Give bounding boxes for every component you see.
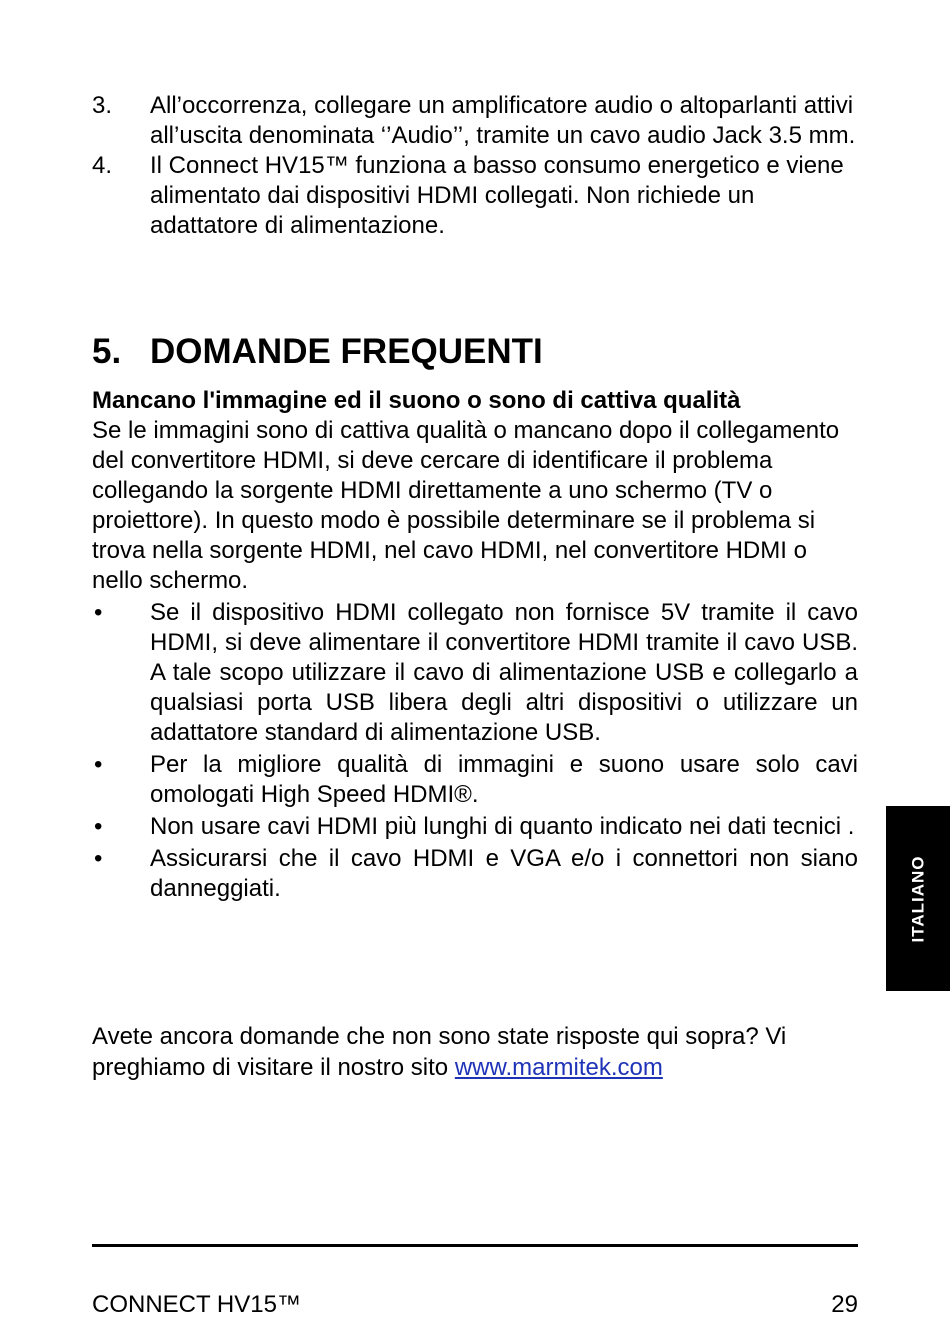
bullet-text: Per la migliore qualità di immagini e suono usare solo cavi omologati High Speed HDMI®. xyxy=(150,751,858,808)
numbered-steps xyxy=(92,91,858,241)
list-item xyxy=(92,598,858,748)
section-title: DOMANDE FREQUENTI xyxy=(150,332,543,371)
step-text: Il Connect HV15™ funziona a basso consumo energetico e viene alimentato dai dispositivi HDMI collegati. Non richiede un adattatore di alimentazione. xyxy=(150,152,844,239)
faq-answer: Se le immagini sono di cattiva qualità o mancano dopo il collegamento del convertitore HDMI, si deve cercare di identificare il problema collegando la sorgente HDMI direttamente a uno schermo (TV o proiettore). In questo modo è possibile determinare se il problema si trova nella sorgente HDMI, nel cavo HDMI, nel convertitore HDMI o nello schermo. xyxy=(92,417,840,594)
closing-paragraph xyxy=(92,1021,858,1083)
section-heading xyxy=(92,330,543,374)
step-number: 3. xyxy=(92,92,113,119)
step-number: 4. xyxy=(92,152,113,179)
footer-divider xyxy=(92,1244,858,1247)
step-3 xyxy=(92,91,858,151)
closing-text: Avete ancora domande che non sono state risposte qui sopra? Vi preghiamo di visitare il nostro sito xyxy=(92,1023,787,1081)
troubleshooting-list xyxy=(92,598,858,904)
step-text: All’occorrenza, collegare un amplificatore audio o altoparlanti attivi all’uscita denominata ‘’Audio’’, tramite un cavo audio Jack 3.5 mm. xyxy=(150,92,856,149)
list-item xyxy=(92,844,858,904)
list-item xyxy=(92,750,858,810)
bullet-text: Se il dispositivo HDMI collegato non fornisce 5V tramite il cavo HDMI, si deve alimentare il convertitore HDMI tramite il cavo USB. A tale scopo utilizzare il cavo di alimentazione USB e collegarlo a qualsiasi porta USB libera degli altri dispositivi o utilizzare un adattatore standard di alimentazione USB. xyxy=(150,599,858,746)
footer-product-name: CONNECT HV15™ xyxy=(92,1291,301,1318)
footer-page-number: 29 xyxy=(831,1291,858,1318)
website-link[interactable]: www.marmitek.com xyxy=(454,1054,663,1081)
bullet-marker: • xyxy=(94,813,103,840)
faq-question: Mancano l'immagine ed il suono o sono di cattiva qualità xyxy=(92,387,741,414)
faq-block xyxy=(92,386,858,904)
section-number: 5. xyxy=(92,332,122,371)
bullet-marker: • xyxy=(94,751,103,778)
bullet-marker: • xyxy=(94,845,103,872)
bullet-marker: • xyxy=(94,599,103,626)
bullet-text: Non usare cavi HDMI più lunghi di quanto indicato nei dati tecnici . xyxy=(150,813,855,840)
language-tab-label: ITALIANO xyxy=(908,854,928,943)
bullet-text: Assicurarsi che il cavo HDMI e VGA e/o i connettori non siano danneggiati. xyxy=(150,845,858,902)
step-4 xyxy=(92,151,858,241)
language-tab xyxy=(886,806,950,991)
list-item xyxy=(92,812,858,842)
